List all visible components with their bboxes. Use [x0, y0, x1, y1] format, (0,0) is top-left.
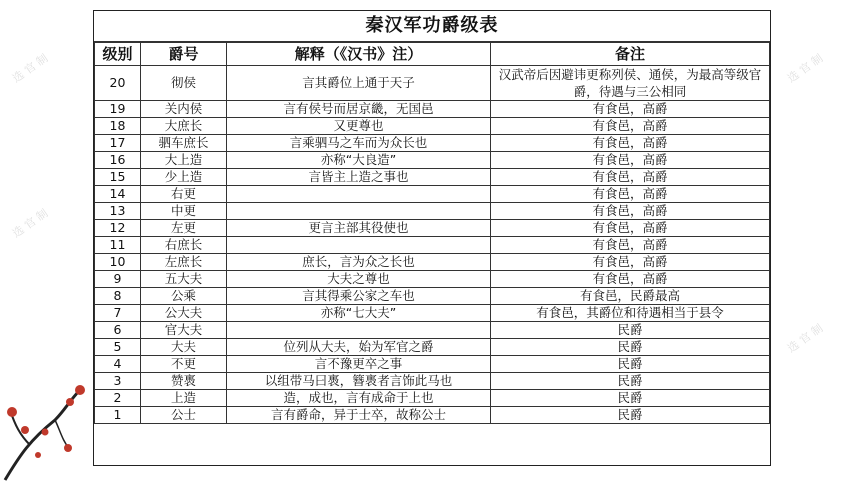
table-row — [95, 169, 770, 186]
table-row — [95, 305, 770, 322]
plum-blossom-decoration — [0, 360, 90, 484]
table-row — [95, 322, 770, 339]
cell-level: 18 — [95, 118, 141, 135]
cell-name: 公乘 — [141, 288, 227, 305]
table-title: 秦汉军功爵级表 — [94, 11, 770, 42]
cell-level: 13 — [95, 203, 141, 220]
cell-note: 有食邑，高爵 — [491, 152, 770, 169]
cell-level: 10 — [95, 254, 141, 271]
cell-name: 上造 — [141, 390, 227, 407]
cell-note: 有食邑，高爵 — [491, 135, 770, 152]
cell-level: 7 — [95, 305, 141, 322]
cell-level: 11 — [95, 237, 141, 254]
table-row — [95, 390, 770, 407]
cell-note: 民爵 — [491, 390, 770, 407]
table-row — [95, 135, 770, 152]
cell-explanation: 造，成也，言有成命于上也 — [227, 390, 491, 407]
cell-name: 右庶长 — [141, 237, 227, 254]
cell-level: 6 — [95, 322, 141, 339]
header-level: 级别 — [95, 43, 141, 66]
rank-table-container — [93, 10, 771, 466]
cell-level: 17 — [95, 135, 141, 152]
table-row — [95, 66, 770, 101]
cell-name: 五大夫 — [141, 271, 227, 288]
cell-explanation: 大夫之尊也 — [227, 271, 491, 288]
watermark-text: 选 官 制 — [10, 51, 51, 86]
cell-note: 有食邑，其爵位和待遇相当于县令 — [491, 305, 770, 322]
cell-note: 有食邑，高爵 — [491, 220, 770, 237]
cell-note: 有食邑，高爵 — [491, 271, 770, 288]
cell-explanation: 言有爵命，异于士卒，故称公士 — [227, 407, 491, 424]
cell-note: 有食邑，高爵 — [491, 254, 770, 271]
cell-level: 12 — [95, 220, 141, 237]
table-row — [95, 356, 770, 373]
watermark-text: 选 官 制 — [785, 321, 826, 356]
cell-name: 大庶长 — [141, 118, 227, 135]
cell-note: 汉武帝后因避讳更称列侯、通侯，为最高等级官爵，待遇与三公相同 — [491, 66, 770, 101]
cell-note: 有食邑，高爵 — [491, 186, 770, 203]
header-note: 备注 — [491, 43, 770, 66]
cell-name: 右更 — [141, 186, 227, 203]
cell-name: 大夫 — [141, 339, 227, 356]
cell-level: 14 — [95, 186, 141, 203]
header-explanation: 解释（《汉书》注） — [227, 43, 491, 66]
cell-note: 有食邑，高爵 — [491, 101, 770, 118]
table-row — [95, 186, 770, 203]
cell-explanation: 亦称“七大夫” — [227, 305, 491, 322]
cell-explanation: 言其爵位上通于天子 — [227, 66, 491, 101]
cell-note: 有食邑，高爵 — [491, 203, 770, 220]
cell-note: 民爵 — [491, 373, 770, 390]
cell-name: 公士 — [141, 407, 227, 424]
cell-explanation: 言有侯号而居京畿，无国邑 — [227, 101, 491, 118]
cell-explanation: 言皆主上造之事也 — [227, 169, 491, 186]
cell-name: 左更 — [141, 220, 227, 237]
cell-explanation: 言乘驷马之车而为众长也 — [227, 135, 491, 152]
table-row — [95, 339, 770, 356]
cell-name: 大上造 — [141, 152, 227, 169]
table-row — [95, 220, 770, 237]
cell-explanation — [227, 322, 491, 339]
cell-level: 2 — [95, 390, 141, 407]
cell-level: 5 — [95, 339, 141, 356]
cell-note: 有食邑，高爵 — [491, 237, 770, 254]
cell-level: 8 — [95, 288, 141, 305]
cell-name: 关内侯 — [141, 101, 227, 118]
cell-level: 20 — [95, 66, 141, 101]
table-row — [95, 254, 770, 271]
watermark-text: 选 官 制 — [10, 206, 51, 241]
cell-name: 中更 — [141, 203, 227, 220]
cell-explanation: 又更尊也 — [227, 118, 491, 135]
cell-level: 9 — [95, 271, 141, 288]
table-row — [95, 203, 770, 220]
cell-explanation: 更言主部其役使也 — [227, 220, 491, 237]
cell-explanation: 言不豫更卒之事 — [227, 356, 491, 373]
cell-level: 3 — [95, 373, 141, 390]
cell-explanation: 以组带马曰褭，簪褭者言饰此马也 — [227, 373, 491, 390]
table-row — [95, 271, 770, 288]
cell-note: 有食邑，高爵 — [491, 169, 770, 186]
cell-name: 官大夫 — [141, 322, 227, 339]
cell-level: 16 — [95, 152, 141, 169]
cell-note: 民爵 — [491, 322, 770, 339]
cell-explanation: 言其得乘公家之车也 — [227, 288, 491, 305]
cell-explanation — [227, 203, 491, 220]
table-row — [95, 118, 770, 135]
cell-name: 赞褭 — [141, 373, 227, 390]
cell-level: 15 — [95, 169, 141, 186]
cell-explanation: 庶长，言为众之长也 — [227, 254, 491, 271]
cell-name: 彻侯 — [141, 66, 227, 101]
table-row — [95, 152, 770, 169]
cell-note: 有食邑，高爵 — [491, 118, 770, 135]
cell-note: 民爵 — [491, 339, 770, 356]
table-row — [95, 288, 770, 305]
cell-note: 有食邑，民爵最高 — [491, 288, 770, 305]
cell-name: 驷车庶长 — [141, 135, 227, 152]
cell-name: 左庶长 — [141, 254, 227, 271]
cell-explanation: 位列从大夫，始为军官之爵 — [227, 339, 491, 356]
header-name: 爵号 — [141, 43, 227, 66]
cell-explanation — [227, 237, 491, 254]
cell-level: 1 — [95, 407, 141, 424]
cell-explanation: 亦称“大良造” — [227, 152, 491, 169]
cell-note: 民爵 — [491, 407, 770, 424]
cell-explanation — [227, 186, 491, 203]
cell-note: 民爵 — [491, 356, 770, 373]
cell-name: 公大夫 — [141, 305, 227, 322]
rank-table — [94, 42, 770, 424]
watermark-text: 选 官 制 — [785, 51, 826, 86]
table-row — [95, 101, 770, 118]
cell-level: 19 — [95, 101, 141, 118]
table-row — [95, 373, 770, 390]
cell-name: 少上造 — [141, 169, 227, 186]
cell-name: 不更 — [141, 356, 227, 373]
table-row — [95, 407, 770, 424]
cell-level: 4 — [95, 356, 141, 373]
table-row — [95, 237, 770, 254]
